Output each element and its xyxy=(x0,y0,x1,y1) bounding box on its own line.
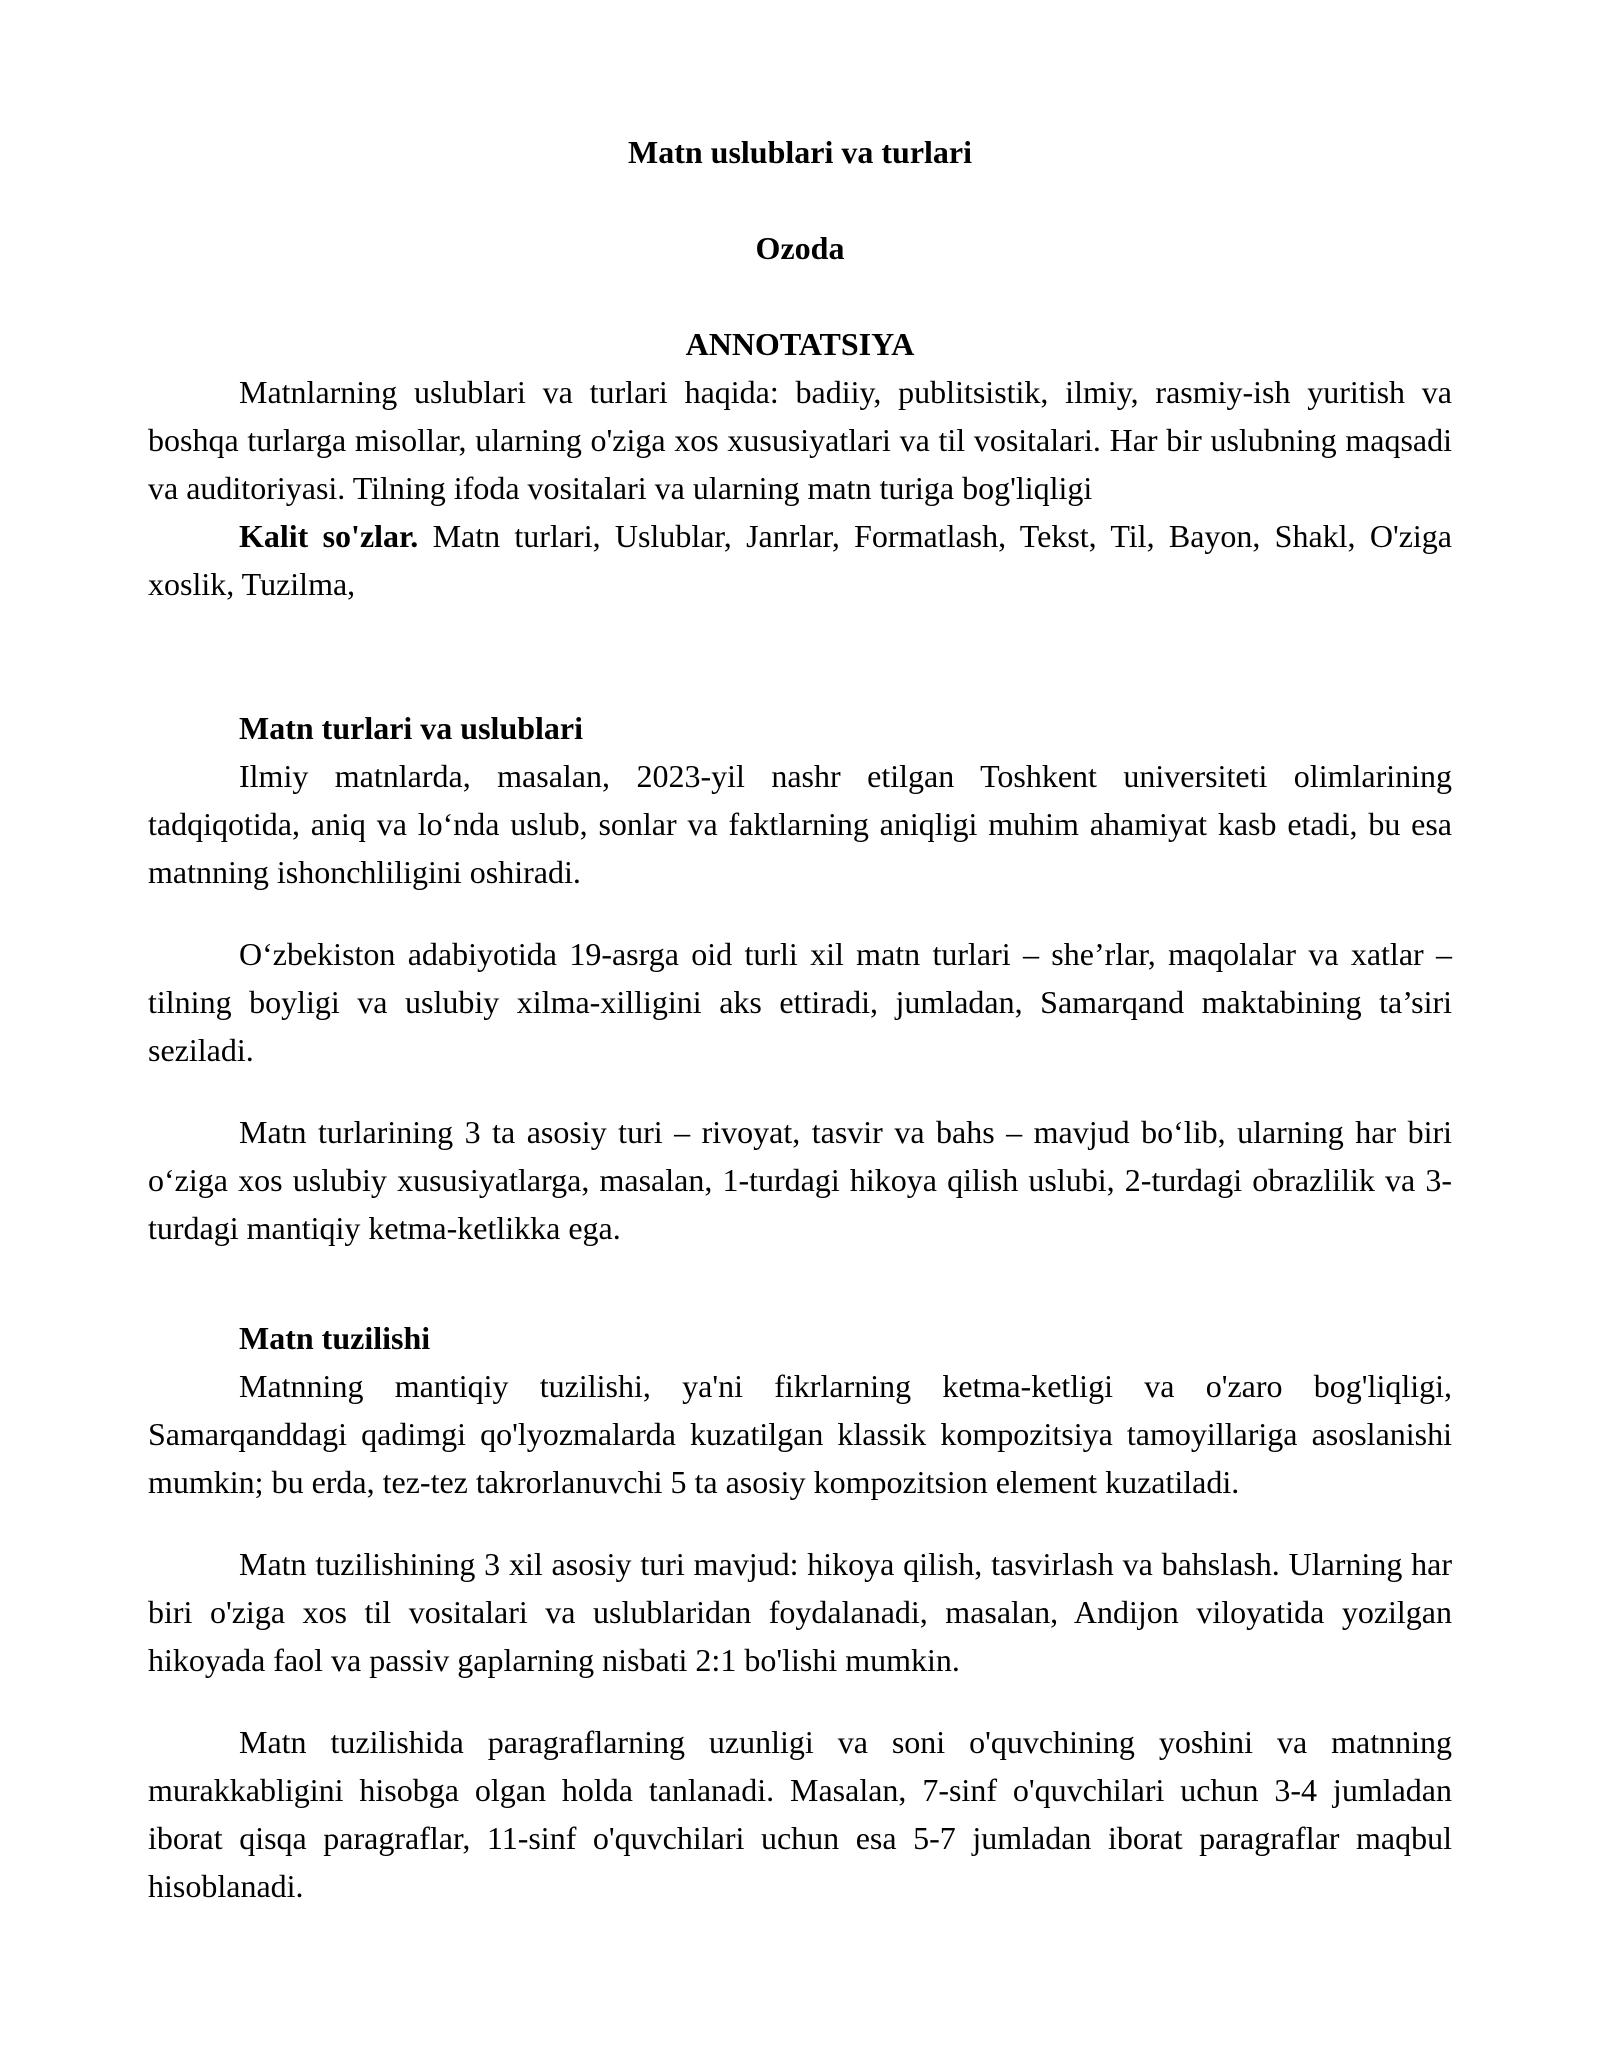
section-1-paragraph-1: Ilmiy matnlarda, masalan, 2023-yil nashr etilgan Toshkent universiteti olimlarining tadqiqotida, aniq va lo‘nda uslub, sonlar va faktlarning aniqligi muhim ahamiyat kasb etadi, bu esa matnning ishonchliligini oshiradi. xyxy=(148,758,1452,890)
section-heading-matn-turlari: Matn turlari va uslublari xyxy=(239,710,584,746)
spacer xyxy=(148,608,1452,704)
section-1-paragraph-3: Matn turlarining 3 ta asosiy turi – rivoyat, tasvir va bahs – mavjud bo‘lib, ularning har biri o‘ziga xos uslubiy xususiyatlarga, masalan, 1-turdagi hikoya qilish uslubi, 2-turdagi obrazlilik va 3-turdagi mantiqiy ketma-ketlikka ega. xyxy=(148,1114,1452,1246)
section-2-paragraph-3: Matn tuzilishida paragraflarning uzunligi va soni o'quvchining yoshini va matnning murakkabligini hisobga olgan holda tanlanadi. Masalan, 7-sinf o'quvchilari uchun 3-4 jumladan iborat qisqa paragraflar, 11-sinf o'quvchilari uchun esa 5-7 jumladan iborat paragraflar maqbul hisoblanadi. xyxy=(148,1724,1452,1904)
annotation-heading: ANNOTATSIYA xyxy=(685,326,915,362)
keywords-label: Kalit so'zlar. xyxy=(239,518,419,554)
document-author: Ozoda xyxy=(755,230,845,266)
spacer xyxy=(148,1252,1452,1314)
section-heading-matn-tuzilishi: Matn tuzilishi xyxy=(239,1320,431,1356)
section-2-paragraph-1: Matnning mantiqiy tuzilishi, ya'ni fikrlarning ketma-ketligi va o'zaro bog'liqligi, Samarqanddagi qadimgi qo'lyozmalarda kuzatilgan klassik kompozitsiya tamoyillariga asoslanishi mumkin; bu erda, tez-tez takrorlanuvchi 5 ta asosiy kompozitsion element kuzatiladi. xyxy=(148,1368,1452,1500)
annotation-text: Matnlarning uslublari va turlari haqida: badiiy, publitsistik, ilmiy, rasmiy-ish yuritish va boshqa turlarga misollar, ularning o'ziga xos xususiyatlari va til vositalari. Har bir uslubning maqsadi va auditoriyasi. Tilning ifoda vositalari va ularning matn turiga bog'liqligi xyxy=(148,374,1452,506)
section-2-paragraph-2: Matn tuzilishining 3 xil asosiy turi mavjud: hikoya qilish, tasvirlash va bahslash. Ularning har biri o'ziga xos til vositalari va uslublaridan foydalanadi, masalan, Andijon viloyatida yozilgan hikoyada faol va passiv gaplarning nisbati 2:1 bo'lishi mumkin. xyxy=(148,1546,1452,1678)
document-page xyxy=(148,128,1452,1910)
section-1-paragraph-2: O‘zbekiston adabiyotida 19-asrga oid turli xil matn turlari – she’rlar, maqolalar va xatlar – tilning boyligi va uslubiy xilma-xilligini aks ettiradi, jumladan, Samarqand maktabining ta’siri seziladi. xyxy=(148,936,1452,1068)
keywords-list: Matn turlari, Uslublar, Janrlar, Formatlash, Tekst, Til, Bayon, Shakl, O'ziga xoslik, Tuzilma, xyxy=(148,518,1453,602)
keywords-paragraph xyxy=(148,512,1452,608)
document-title: Matn uslublari va turlari xyxy=(627,134,972,170)
